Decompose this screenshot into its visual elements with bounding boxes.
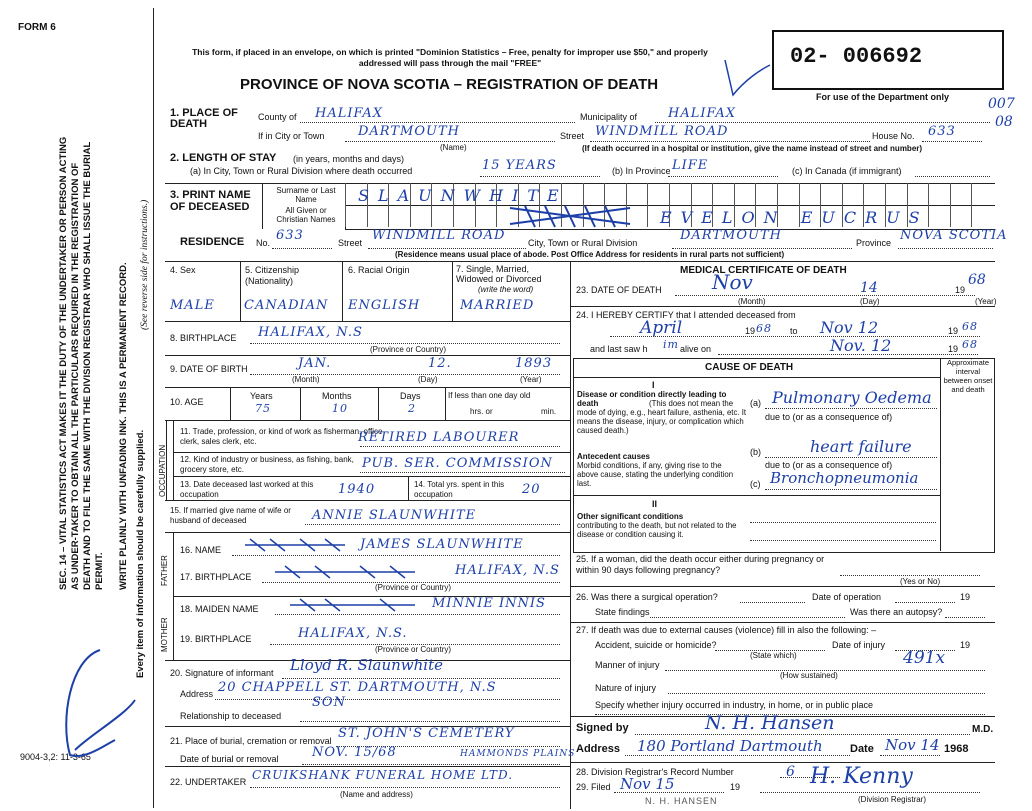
sign-year: 1968 [944, 743, 969, 755]
age-months: 10 [332, 402, 348, 415]
residence-province-value: NOVA SCOTIA [900, 228, 1008, 243]
name-grid-divider [777, 183, 778, 205]
form-title: PROVINCE OF NOVA SCOTIA – REGISTRATION OF DEATH [240, 76, 659, 93]
section-i: I [652, 380, 655, 390]
marital-value: MARRIED [460, 298, 535, 313]
marital-label: 7. Single, Married, Widowed or Divorced [456, 264, 542, 284]
street-value: WINDMILL ROAD [595, 124, 729, 139]
burial-date-value: NOV. 15/68 [312, 745, 397, 760]
birthplace-caption: (Province or Country) [370, 345, 447, 354]
filed-label: 29. Filed [576, 782, 611, 792]
age-days: 2 [408, 402, 416, 415]
alive-on-label: alive on [680, 344, 712, 354]
undertaker-label: 22. UNDERTAKER [170, 777, 247, 787]
house-value: 633 [928, 124, 956, 139]
sex-value: MALE [170, 298, 215, 313]
division-record-value: 6 [786, 764, 795, 780]
name-grid-divider [626, 183, 627, 205]
hospital-note: (If death occurred in a hospital or institution, give the name instead of street and number) [582, 144, 923, 153]
name-grid-divider [367, 205, 368, 227]
citizenship-value: CANADIAN [244, 298, 329, 313]
name-grid-divider [388, 205, 389, 227]
name-grid-divider [820, 183, 821, 205]
spouse-label: 15. If married give name of wife or husband of deceased [170, 506, 291, 525]
county-value: HALIFAX [315, 106, 384, 121]
industry-value: PUB. SER. COMMISSION [362, 456, 553, 471]
occupation-vertical-label: OCCUPATION [158, 444, 167, 497]
alive-year-prefix: 19 [948, 344, 959, 354]
section-ii: II [652, 499, 658, 509]
total-years-value: 20 [522, 482, 541, 497]
dob-month: JAN. [298, 356, 332, 371]
sign-date-label: Date [850, 743, 874, 755]
disease-note: (This does not mean the mode of dying, e.g., heart failure, asthenia, etc. It means the disease, injury, or complication which caused death.) [577, 399, 747, 435]
physician-signature: N. H. Hansen [705, 712, 835, 734]
registration-number-box [772, 30, 1004, 90]
name-grid-divider [863, 183, 864, 205]
residence-no-value: 633 [276, 228, 304, 243]
name-grid-divider [647, 205, 648, 227]
md-label: M.D. [972, 724, 994, 735]
cause-c-label: (c) [750, 479, 761, 489]
form-number: FORM 6 [18, 22, 56, 33]
dept-code-1: 007 [988, 96, 1015, 112]
surgery-label: 26. Was there a surgical operation? [576, 592, 718, 602]
dod-day-caption: (Day) [860, 297, 880, 306]
from-year: 68 [756, 322, 772, 335]
injury-year-prefix: 19 [960, 640, 971, 650]
spouse-value: ANNIE SLAUNWHITE [312, 508, 477, 523]
name-grid-divider [885, 183, 886, 205]
physician-stamp-name: N. H. HANSEN [645, 796, 718, 806]
length-of-stay-label: 2. LENGTH OF STAY [170, 152, 277, 164]
residence-province-label: Province [856, 238, 892, 248]
dod-label: 23. DATE OF DEATH [576, 285, 662, 295]
physician-address-label: Address [576, 743, 621, 755]
cause-a-label: (a) [750, 398, 761, 408]
industry-label: 12. Kind of industry or business, as fishing, bank, grocery store, etc. [180, 455, 354, 474]
dob-day-caption: (Day) [418, 375, 438, 384]
external-label: 27. If death was due to external causes (violence) fill in also the following: – [576, 625, 877, 635]
surname-label: Surname or Last Name [276, 186, 336, 204]
pregnancy-label: 25. If a woman, did the death occur either during pregnancy or within 90 days following pregnancy? [576, 554, 825, 575]
sign-date: Nov 14 [885, 736, 940, 754]
father-bp-caption: (Province or Country) [375, 583, 452, 592]
act-side-text: SEC. 14 – VITAL STATISTICS ACT MAKES IT THE DUTY OF THE UNDERTAKER OR PERSON ACTING AS UNDER-TAKER TO OBTAIN ALL THE PARTICULARS REQUIRED IN THE REGISTRATION OF DEATH AND TO FILE THE SAME WITH THE DIVISION REGISTRAR WHO SHALL ISSUE THE BURIAL PERMIT. [58, 136, 105, 590]
dod-year-caption: (Year) [975, 297, 997, 306]
father-birthplace-value: HALIFAX, N.S [455, 563, 560, 578]
given-label: All Given or Christian Names [276, 206, 336, 224]
attended-to-date: Nov 12 [820, 318, 879, 337]
nature-label: Nature of injury [595, 683, 657, 693]
name-grid-divider [583, 183, 584, 205]
mother-bp-caption: (Province or Country) [375, 645, 452, 654]
dob-year: 1893 [515, 356, 553, 371]
birthplace-label: 8. BIRTHPLACE [170, 333, 237, 343]
informant-address-label: Address [180, 689, 214, 699]
filed-year-prefix: 19 [730, 782, 741, 792]
months-label: Months [322, 391, 352, 401]
city-label: If in City or Town [258, 131, 325, 141]
alive-on-date: Nov. 12 [830, 336, 892, 355]
registrar-caption: (Division Registrar) [858, 795, 927, 804]
last-saw-him: im [663, 338, 679, 351]
municipality-label: Municipality of [580, 112, 638, 122]
cause-a-value: Pulmonary Oedema [772, 388, 932, 407]
name-grid-divider [950, 205, 951, 227]
accident-label: Accident, suicide or homicide? [595, 640, 717, 650]
sex-label: 4. Sex [170, 265, 196, 275]
struck-out-mark [505, 203, 635, 229]
every-item-side-text: Every item of information should be carefully supplied. [135, 429, 146, 678]
checkmark-mark [715, 40, 775, 100]
name-grid-divider [669, 183, 670, 205]
mail-notice: This form, if placed in an envelope, on which is printed "Dominion Statistics – Free, penalty for improper use $50," and properly addressed will pass through the mail "FREE" [192, 47, 708, 68]
father-bp-strike-mark [270, 562, 420, 582]
cause-c-value: Bronchopneumonia [770, 469, 919, 487]
father-strike-mark [240, 535, 350, 555]
cause-b-value: heart failure [810, 437, 912, 456]
father-name-value: JAMES SLAUNWHITE [360, 537, 524, 552]
maiden-strike-mark [285, 595, 420, 615]
min-label: min. [541, 407, 557, 416]
name-grid-divider [799, 183, 800, 205]
racial-value: ENGLISH [348, 298, 421, 313]
street-label: Street [560, 131, 585, 141]
municipality-value: HALIFAX [668, 106, 737, 121]
filed-date: Nov 15 [620, 775, 675, 793]
due-to-b: due to (or as a consequence of) [765, 460, 893, 470]
registration-number: 02- 006692 [790, 44, 923, 69]
name-grid-divider [431, 205, 432, 227]
dod-month: Nov [712, 270, 753, 294]
op-year-prefix: 19 [960, 592, 971, 602]
name-caption: (Name) [440, 143, 467, 152]
citizenship-label: 5. Citizenship (Nationality) [245, 265, 300, 286]
father-name-label: 16. NAME [180, 545, 222, 555]
residence-note: (Residence means usual place of abode. Post Office Address for residents in rural parts not sufficient) [395, 250, 785, 259]
other-conditions-label: Other significant conditions [577, 512, 684, 521]
length-of-stay-note: (in years, months and days) [293, 154, 405, 164]
antecedent-note: Morbid conditions, if any, giving rise to the above cause, stating the underlying condition last. [577, 461, 734, 488]
total-years-label: 14. Total yrs. spent in this occupation [414, 480, 505, 499]
reverse-side-text: (See reverse side for instructions.) [140, 199, 150, 330]
stay-b-label: (b) In Province [612, 166, 671, 176]
age-label: 10. AGE [170, 397, 204, 407]
physician-address: 180 Portland Dartmouth [637, 737, 823, 755]
mother-birthplace-value: HALIFAX, N.S. [298, 626, 408, 641]
maiden-name-label: 18. MAIDEN NAME [180, 604, 259, 614]
dob-day: 12. [428, 356, 452, 371]
name-grid-divider [928, 183, 929, 205]
dept-code-2: 08 [995, 114, 1013, 130]
cause-heading: CAUSE OF DEATH [705, 362, 794, 373]
name-grid-divider [755, 183, 756, 205]
registrar-signature: H. Kenny [810, 764, 913, 789]
informant-relationship: SON [312, 695, 346, 710]
operation-date-label: Date of operation [812, 592, 882, 602]
initial-mark [30, 640, 140, 770]
name-grid-divider [647, 183, 648, 205]
father-birthplace-label: 17. BIRTHPLACE [180, 572, 252, 582]
last-saw-label: and last saw h [590, 344, 648, 354]
dod-year-prefix: 19 [955, 285, 966, 295]
trade-value: RETIRED LABOURER [358, 430, 520, 445]
record-stamp: 491x [903, 648, 946, 668]
dob-month-caption: (Month) [292, 375, 320, 384]
interval-label: Approximate interval between onset and death [943, 358, 993, 394]
dod-year: 68 [968, 272, 986, 288]
residence-city-value: DARTMOUTH [680, 228, 782, 243]
years-label: Years [250, 391, 273, 401]
name-grid-divider [971, 183, 972, 205]
name-grid-divider [604, 183, 605, 205]
name-grid-divider [496, 205, 497, 227]
from-year-prefix: 19 [745, 326, 756, 336]
racial-label: 6. Racial Origin [348, 265, 410, 275]
burial-place-value: ST. JOHN'S CEMETERY [338, 726, 515, 741]
deceased-name-label: 3. PRINT NAME OF DECEASED [170, 189, 251, 213]
division-record-label: 28. Division Registrar's Record Number [576, 767, 734, 777]
relationship-label: Relationship to deceased [180, 711, 282, 721]
residence-street-label: Street [338, 238, 363, 248]
certify-label: 24. I HEREBY CERTIFY that I attended deceased from [576, 310, 796, 320]
marital-note: (write the word) [478, 285, 534, 294]
name-grid-divider [734, 183, 735, 205]
stay-a-value: 15 YEARS [482, 158, 557, 173]
disease-label: Disease or condition directly leading to death [577, 390, 727, 408]
undertaker-value: CRUIKSHANK FUNERAL HOME LTD. [252, 768, 514, 782]
father-vertical-label: FATHER [160, 555, 169, 586]
name-grid-divider [971, 205, 972, 227]
trade-label: 11. Trade, profession, or kind of work as fisherman, office clerk, sales clerk, etc. [180, 427, 383, 446]
medical-certificate-heading: MEDICAL CERTIFICATE OF DEATH [680, 265, 847, 276]
surname-value: SLAUNWHITE [358, 186, 568, 205]
residence-street-value: WINDMILL ROAD [372, 228, 506, 243]
due-to-a: due to (or as a consequence of) [765, 412, 893, 422]
how-sustained-caption: (How sustained) [780, 671, 838, 680]
informant-signature: Lloyd R. Slaunwhite [290, 656, 444, 674]
name-grid-divider [950, 183, 951, 205]
name-grid-divider [453, 205, 454, 227]
dod-month-caption: (Month) [738, 297, 766, 306]
residence-city-label: City, Town or Rural Division [528, 238, 638, 248]
name-grid-divider [907, 183, 908, 205]
informant-address: 20 CHAPPELL ST. DARTMOUTH, N.S [218, 680, 497, 695]
name-grid-divider [345, 205, 346, 227]
stay-b-value: LIFE [672, 158, 709, 173]
stay-c-label: (c) In Canada (if immigrant) [792, 166, 902, 176]
to-label: to [790, 326, 798, 336]
other-conditions-note: contributing to the death, but not related to the disease or condition causing it. [577, 521, 737, 539]
name-grid-divider [345, 183, 346, 205]
cause-b-label: (b) [750, 447, 761, 457]
autopsy-label: Was there an autopsy? [850, 607, 943, 617]
to-year: 68 [962, 320, 978, 333]
manner-label: Manner of injury [595, 660, 660, 670]
name-grid-divider [410, 205, 411, 227]
antecedent-label: Antecedent causes [577, 452, 650, 461]
undertaker-caption: (Name and address) [340, 790, 413, 799]
age-years: 75 [255, 402, 271, 415]
findings-label: State findings [595, 607, 650, 617]
city-value: DARTMOUTH [358, 124, 460, 139]
form-left-border [153, 8, 154, 808]
dod-day: 14 [860, 280, 878, 296]
attended-from-month: April [640, 318, 683, 338]
print-code: 9004-3,2: 11-3-65 [20, 752, 91, 762]
maiden-name-value: MINNIE INNIS [432, 596, 546, 611]
days-label: Days [400, 391, 421, 401]
mother-vertical-label: MOTHER [160, 617, 169, 652]
county-label: County of [258, 112, 297, 122]
name-grid-divider [475, 205, 476, 227]
dob-year-caption: (Year) [520, 375, 542, 384]
dept-use-label: For use of the Department only [816, 92, 950, 102]
injury-date-label: Date of injury [832, 640, 886, 650]
house-label: House No. [872, 131, 915, 141]
dob-label: 9. DATE OF BIRTH [170, 364, 248, 374]
specify-label: Specify whether injury occurred in industry, in home, or in public place [595, 700, 873, 710]
name-grid-divider [712, 183, 713, 205]
residence-label: RESIDENCE [180, 236, 245, 248]
to-year-prefix: 19 [948, 326, 959, 336]
burial-place-2: HAMMONDS PLAINS [460, 749, 576, 759]
mother-birthplace-label: 19. BIRTHPLACE [180, 634, 252, 644]
burial-place-label: 21. Place of burial, cremation or removal [170, 736, 332, 746]
given-value: EVELON EUCRUS [660, 208, 929, 227]
less-than-day-label: If less than one day old [448, 391, 531, 400]
stay-a-label: (a) In City, Town or Rural Division where death occurred [190, 166, 413, 176]
birthplace-value: HALIFAX, N.S [258, 325, 363, 340]
yes-no-caption: (Yes or No) [900, 577, 941, 586]
name-grid-divider [691, 183, 692, 205]
signed-by-label: Signed by [576, 722, 629, 734]
burial-date-label: Date of burial or removal [180, 754, 279, 764]
name-grid-divider [842, 183, 843, 205]
residence-no-label: No. [256, 238, 271, 248]
last-worked-value: 1940 [338, 482, 376, 497]
alive-year: 68 [962, 338, 978, 351]
hrs-label: hrs. or [470, 407, 493, 416]
ink-side-text: WRITE PLAINLY WITH UNFADING INK. THIS IS A PERMANENT RECORD. [118, 262, 129, 590]
informant-signature-label: 20. Signature of informant [170, 668, 274, 678]
last-worked-label: 13. Date deceased last worked at this occupation [180, 480, 314, 499]
place-of-death-label: 1. PLACE OF DEATH [170, 107, 238, 130]
state-which-caption: (State which) [750, 651, 797, 660]
